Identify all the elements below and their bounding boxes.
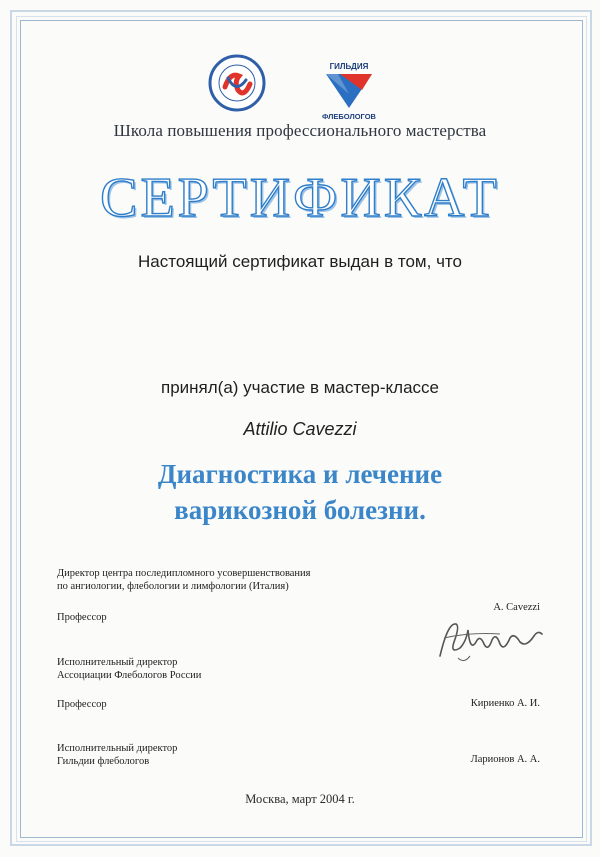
svg-text:ФЛЕБОЛОГОВ: ФЛЕБОЛОГОВ <box>322 112 376 121</box>
course-title <box>0 456 600 528</box>
signatory-2-role: Профессор <box>57 699 107 710</box>
master-class-lecturer: Attilio Cavezzi <box>243 419 357 439</box>
participation-statement: принял(а) участие в мастер-классе <box>161 378 439 397</box>
signatory-2-position-line2: Ассоциации Флебологов России <box>57 670 202 681</box>
issued-statement: Настоящий сертификат выдан в том, что <box>138 252 462 271</box>
certificate-title: СЕРТИФИКАТ <box>100 167 500 229</box>
school-name: Школа повышения профессионального мастерства <box>113 121 487 140</box>
signatory-3-position-line1: Исполнительный директор <box>57 743 178 754</box>
svg-text:ГИЛЬДИЯ: ГИЛЬДИЯ <box>329 62 369 71</box>
place-and-date: Москва, март 2004 г. <box>245 792 355 806</box>
signatory-3-name: Ларионов А. А. <box>470 754 540 765</box>
signatory-2-position <box>57 656 387 682</box>
course-title-line2: варикозной болезни. <box>174 495 426 525</box>
signatory-3-position <box>57 742 387 768</box>
signatory-1-position <box>57 567 387 593</box>
phlebologists-association-logo-icon <box>208 54 266 112</box>
signatory-3-position-line2: Гильдии флебологов <box>57 756 150 767</box>
signatory-1-position-line1: Директор центра последипломного усовершенствования <box>57 568 311 579</box>
signatory-2-name: Кириенко А. И. <box>470 698 540 709</box>
signatory-1-name: A. Cavezzi <box>493 602 540 613</box>
course-title-line1: Диагностика и лечение <box>157 459 443 489</box>
signatory-1-role: Профессор <box>57 612 107 623</box>
signatory-1-position-line2: по ангиологии, флебологии и лимфологии (Италия) <box>57 581 289 592</box>
signatory-2-position-line1: Исполнительный директор <box>57 657 178 668</box>
phlebologists-guild-logo-icon <box>310 60 388 122</box>
handwritten-signature-icon <box>430 612 550 670</box>
logos <box>208 54 408 124</box>
